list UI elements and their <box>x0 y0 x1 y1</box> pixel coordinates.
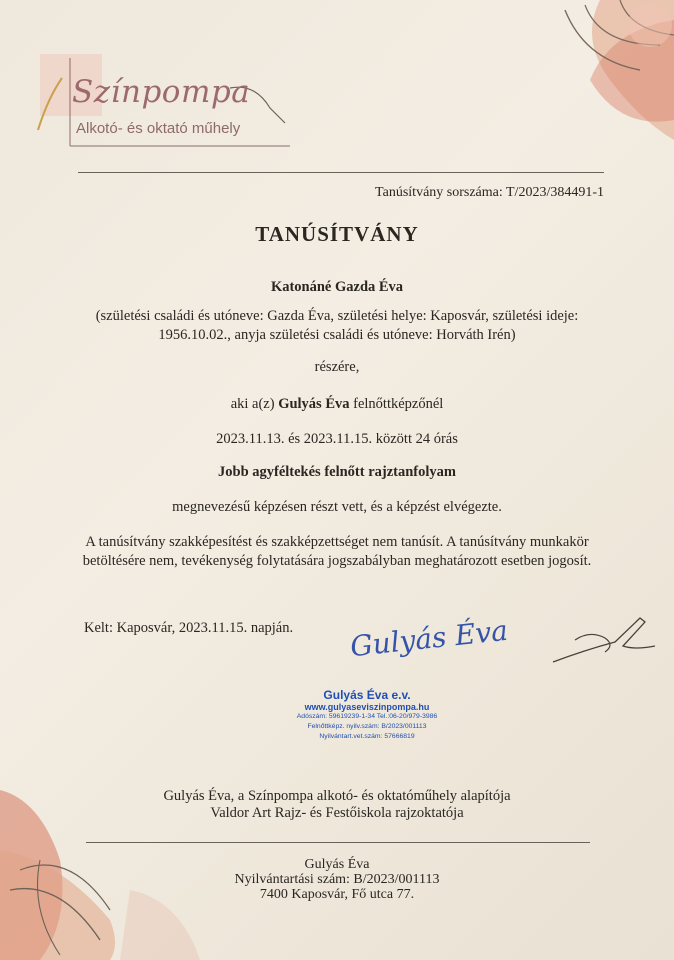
issue-date-place: Kelt: Kaposvár, 2023.11.15. napján. <box>84 620 294 636</box>
stamp-line2: Felnőttképz. nyilv.szám: B/2023/001113 <box>307 723 427 730</box>
stamp-name: Gulyás Éva e.v. <box>323 688 411 702</box>
stamp-line3: Nyilvántart.vet.szám: 57666819 <box>319 733 415 740</box>
disclaimer-line2: betöltésére nem, tevékenység folytatására jogszabályban meghatározott esetben jogosít. <box>82 553 592 569</box>
footer-name: Gulyás Éva <box>304 857 370 872</box>
stamp-line1: Adószám: 59619239-1-34 Tel.:06-20/979-3986 <box>296 713 438 720</box>
completion-text: megnevezésű képzésen részt vett, és a képzést elvégezte. <box>172 499 502 515</box>
top-right-leaf-decoration <box>490 0 674 150</box>
footer-registration: Nyilvántartási szám: B/2023/001113 <box>234 872 440 887</box>
stamp-web: www.gulyaseviszinpompa.hu <box>304 702 430 712</box>
recipient-details-line1: (születési családi és utóneve: Gazda Éva, születési helye: Kaposvár, születési ideje: <box>95 308 579 324</box>
footer-address: 7400 Kaposvár, Fő utca 77. <box>259 887 415 902</box>
provider-prefix: aki a(z) <box>230 396 275 412</box>
provider-name: Gulyás Éva <box>278 396 350 412</box>
recipient-details-line2: 1956.10.02., anyja születési családi és utóneve: Horváth Irén) <box>158 327 516 343</box>
provider-line <box>0 395 674 414</box>
official-stamp <box>262 688 472 742</box>
provider-suffix: felnőttképzőnél <box>353 396 444 412</box>
hand-drawing-icon <box>545 600 665 670</box>
certificate-title: TANÚSÍTVÁNY <box>255 222 419 246</box>
footer-divider <box>86 842 590 843</box>
handwritten-signature: Gulyás Éva <box>348 613 510 664</box>
logo-name: Színpompa <box>72 74 251 110</box>
recipient-name: Katonáné Gazda Éva <box>270 279 404 295</box>
course-name: Jobb agyféltekés felnőtt rajztanfolyam <box>218 464 456 480</box>
reszere-text: részére, <box>314 359 360 375</box>
header-divider <box>78 172 604 173</box>
course-period: 2023.11.13. és 2023.11.15. között 24 órás <box>216 431 458 447</box>
disclaimer-line1: A tanúsítvány szakképesítést és szakképzettséget nem tanúsít. A tanúsítvány munkakör <box>85 534 589 550</box>
founder-line2: Valdor Art Rajz- és Festőiskola rajzoktatója <box>210 805 464 821</box>
founder-line1: Gulyás Éva, a Színpompa alkotó- és oktatóműhely alapítója <box>163 788 511 804</box>
logo-subtitle: Alkotó- és oktató műhely <box>76 120 241 137</box>
certificate-serial: Tanúsítvány sorszáma: T/2023/384491-1 <box>375 185 604 200</box>
